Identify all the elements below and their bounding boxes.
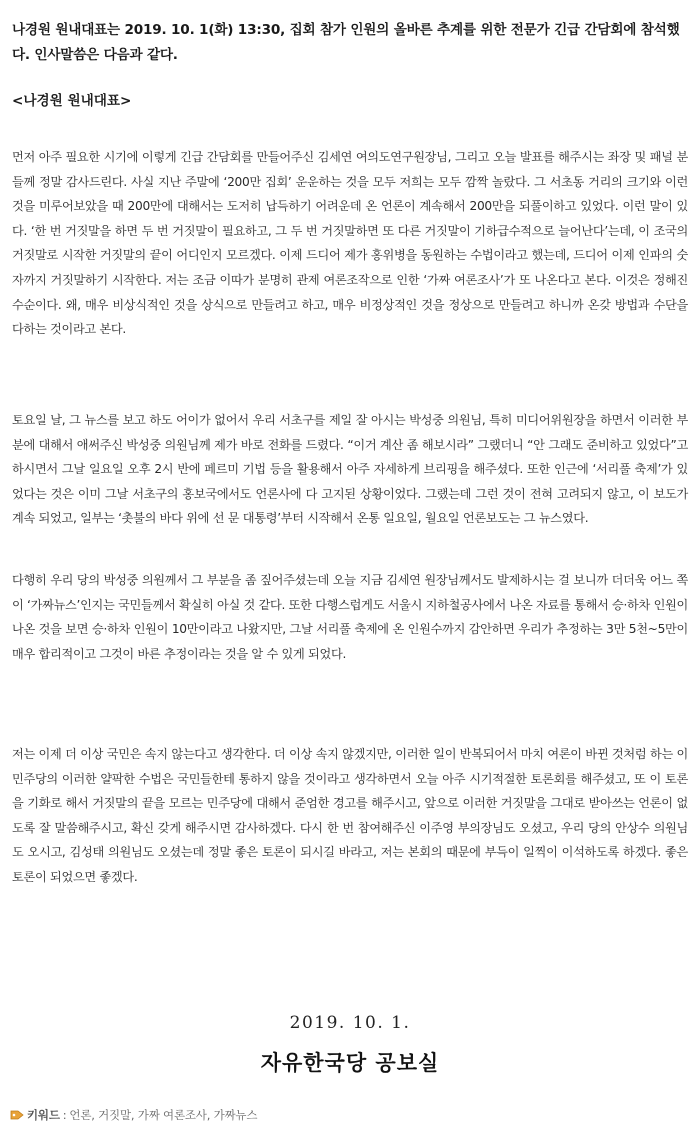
keywords-row <box>10 1107 257 1123</box>
speech-paragraph: 먼저 아주 필요한 시기에 이렇게 긴급 간담회를 만들어주신 김세연 여의도연구원장님, 그리고 오늘 발표를 해주시는 좌장 및 패널 분들께 정말 감사드린다. 사실 지난 주말에 ‘200만 집회’ 운운하는 것을 모두 저희는 모두 깜짝 놀랐다. 그 서초동 거리의 크기와 이런 것을 미루어보았을 때 200만에 대해서는 도저히 납득하기 어려운데 온 언론이 계속해서 200만을 되풀이하고 있었다. 이런 말이 있다. ‘한 번 거짓말을 하면 두 번 거짓말이 필요하고, 그 두 번 거짓말하면 또 다른 거짓말이 기하급수적으로 늘어난다’는데, 이 조국의 거짓말로 시작한 거짓말의 끝이 어디인지 모르겠다. 이제 드디어 제가 홍위병을 동원하는 수법이라고 했는데, 드디어 이제 인파의 숫자까지 거짓말하기 시작한다. 저는 조금 이따가 분명히 관제 여론조작으로 인한 ‘가짜 여론조사’가 또 나온다고 본다. 이것은 정해진 수순이다. 왜, 매우 비상식적인 것을 상식으로 만들려고 하고, 매우 비정상적인 것을 정상으로 만들려고 하니까 온갖 방법과 수단을 다하는 것이라고 본다. <box>12 150 688 337</box>
release-date: 2019. 10. 1. <box>289 1013 411 1033</box>
keywords-separator: : <box>62 1108 67 1122</box>
speech-paragraph: 다행히 우리 당의 박성중 의원께서 그 부분을 좀 짚어주셨는데 오늘 지금 김세연 원장님께서도 발제하시는 걸 보니까 더더욱 어느 쪽이 ‘가짜뉴스’인지는 국민들께서 확실히 아실 것 같다. 또한 다행스럽게도 서울시 지하철공사에서 나온 자료를 통해서 승·하차 인원이 나온 것을 보면 승·하차 인원이 10만이라고 나왔지만, 그날 서리풀 축제에 온 인원수까지 감안하면 우리가 추정하는 3만 5천~5만이 매우 합리적이고 그것이 바른 추정이라는 것을 알 수 있게 되었다. <box>12 573 688 661</box>
speaker-heading: <나경원 원내대표> <box>12 93 132 109</box>
press-release <box>12 0 688 884</box>
intro-text: 나경원 원내대표는 2019. 10. 1(화) 13:30, 집회 참가 인원의 올바른 추계를 위한 전문가 긴급 간담회에 참석했다. 인사말씀은 다음과 같다. <box>12 22 680 63</box>
keywords-label: 키워드 <box>27 1108 60 1122</box>
keywords-list: 언론, 거짓말, 가짜 여론조사, 가짜뉴스 <box>69 1108 258 1122</box>
speech-paragraph: 저는 이제 더 이상 국민은 속지 않는다고 생각한다. 더 이상 속지 않겠지만, 이러한 일이 반복되어서 마치 여론이 바뀐 것처럼 하는 이 민주당의 이러한 얄팍한 수법은 국민들한테 통하지 않을 것이라고 생각하면서 오늘 아주 시기적절한 토론회를 해주셨고, 또 이 토론을 기화로 해서 거짓말의 끝을 모르는 민주당에 대해서 준엄한 경고를 해주시고, 앞으로 이러한 거짓말을 그대로 받아쓰는 언론이 없도록 잘 말씀해주시고, 확신 갖게 해주시면 감사하겠다. 다시 한 번 참여해주신 이주영 부의장님도 오셨고, 우리 당의 안상수 의원님도 오시고, 김성태 의원님도 오셨는데 정말 좋은 토론이 되시길 바라고, 저는 본회의 때문에 부득이 일찍이 이석하도록 하겠다. 좋은 토론이 되었으면 좋겠다. <box>12 747 688 884</box>
speech-paragraph: 토요일 날, 그 뉴스를 보고 하도 어이가 없어서 우리 서초구를 제일 잘 아시는 박성중 의원님, 특히 미디어위원장을 하면서 이러한 부분에 대해서 애써주신 박성중 의원님께 제가 바로 전화를 드렸다. “이거 계산 좀 해보시라” 그랬더니 “안 그래도 준비하고 있었다”고 하시면서 그날 일요일 오후 2시 반에 페르미 기법 등을 활용해서 아주 자세하게 브리핑을 해주셨다. 또한 인근에 ‘서리풀 축제’가 있었다는 것은 이미 그날 서초구의 홍보국에서도 언론사에 다 고지된 상황이었다. 그랬는데 그런 것이 전혀 고려되지 않고, 이 보도가 계속 되었고, 일부는 ‘촛불의 바다 위에 선 문 대통령’부터 시작해서 온통 일요일, 월요일 언론보도는 그 뉴스였다. <box>12 413 688 526</box>
tag-icon <box>10 1109 24 1121</box>
organization-name: 자유한국당 공보실 <box>260 1051 440 1075</box>
